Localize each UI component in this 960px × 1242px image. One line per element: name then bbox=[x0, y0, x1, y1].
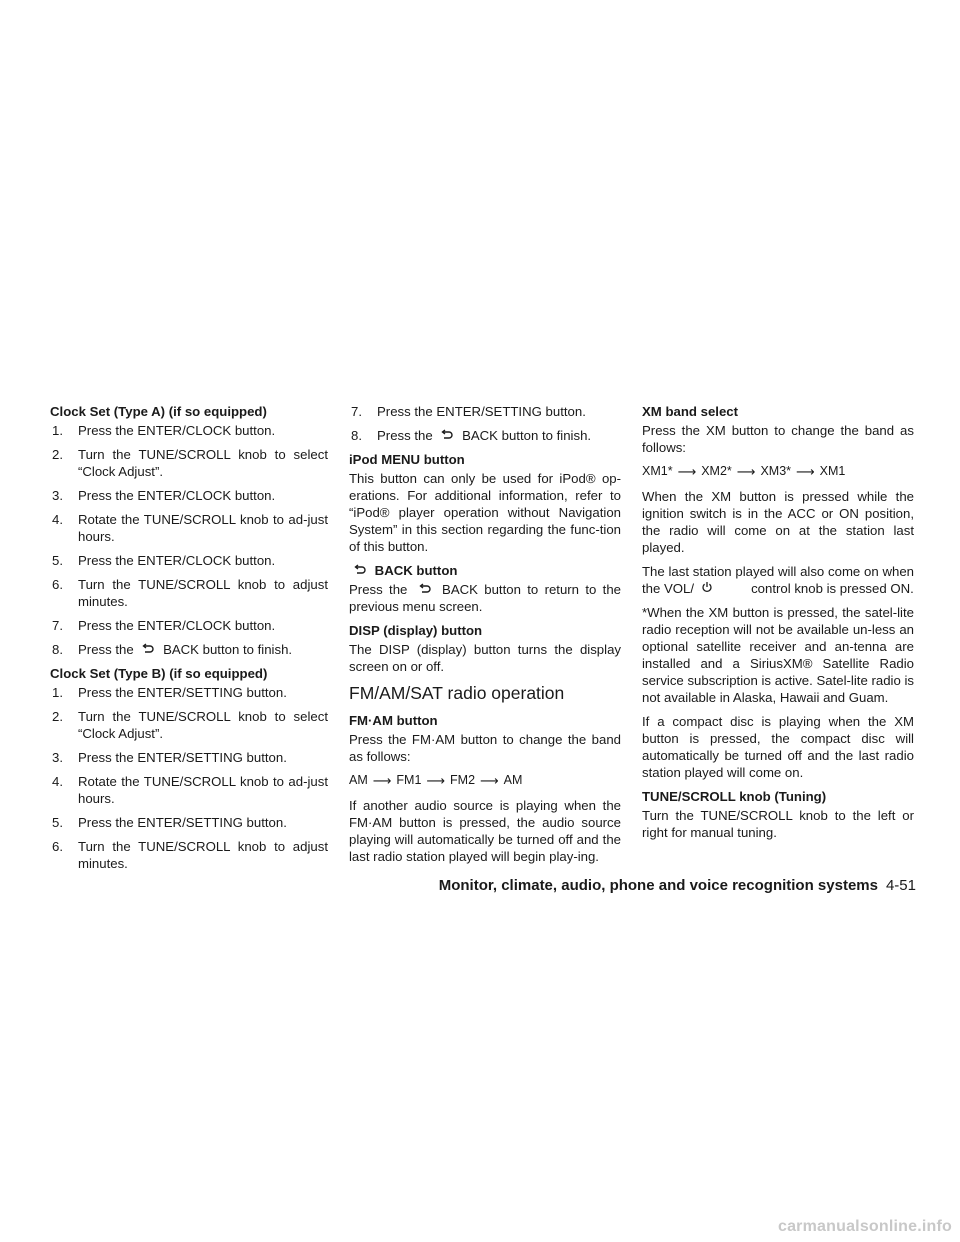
step-item bbox=[50, 617, 328, 634]
fmam-button-heading: FM·AM button bbox=[349, 713, 438, 728]
step-text: Press the ENTER/CLOCK button. bbox=[78, 553, 276, 568]
sequence-item: XM3* bbox=[760, 464, 792, 478]
step-text: Press the ENTER/SETTING button. bbox=[78, 750, 287, 765]
step-item bbox=[50, 446, 328, 480]
step-item bbox=[50, 552, 328, 569]
step-number: 2. bbox=[52, 447, 63, 462]
back-button-heading bbox=[349, 562, 621, 579]
sequence-item: FM1 bbox=[396, 773, 422, 787]
back-text-pre: Press the bbox=[349, 582, 408, 597]
step-number: 7. bbox=[351, 404, 362, 419]
back-button-heading-text: BACK button bbox=[374, 563, 458, 578]
step-item bbox=[50, 576, 328, 610]
step-number: 8. bbox=[351, 428, 362, 443]
step-item bbox=[50, 487, 328, 504]
right-arrow-icon: ⟶ bbox=[480, 773, 499, 788]
step-number: 4. bbox=[52, 512, 63, 527]
sequence-item: AM bbox=[349, 773, 368, 787]
step-number: 4. bbox=[52, 774, 63, 789]
step-text: Turn the TUNE/SCROLL knob to select “Clock Adjust”. bbox=[78, 447, 328, 479]
column-1 bbox=[50, 403, 328, 879]
step-item bbox=[50, 838, 328, 872]
step-item bbox=[50, 749, 328, 766]
fmam-button-text-2: If another audio source is playing when the FM·AM button is pressed, the audio source playing will automatically be turned off and the last radio station played will begin play-ing. bbox=[349, 798, 621, 864]
step-text: Turn the TUNE/SCROLL knob to adjust minutes. bbox=[78, 577, 328, 609]
step-number: 3. bbox=[52, 488, 63, 503]
fmam-button-text: Press the FM·AM button to change the band as follows: bbox=[349, 732, 621, 764]
footer-section-title: Monitor, climate, audio, phone and voice recognition systems bbox=[438, 877, 878, 894]
step-item bbox=[50, 708, 328, 742]
band-sequence bbox=[349, 772, 621, 789]
step-item bbox=[349, 427, 621, 444]
tune-scroll-heading: TUNE/SCROLL knob (Tuning) bbox=[642, 789, 827, 804]
step-number: 2. bbox=[52, 709, 63, 724]
step-number: 6. bbox=[52, 839, 63, 854]
step-text: Press the ENTER/CLOCK button. bbox=[78, 423, 276, 438]
step-number: 1. bbox=[52, 685, 63, 700]
step-number: 1. bbox=[52, 423, 63, 438]
clock-set-type-a-heading: Clock Set (Type A) (if so equipped) bbox=[50, 404, 267, 419]
sequence-item: XM2* bbox=[701, 464, 732, 478]
back-arrow-icon bbox=[141, 643, 155, 655]
step-item bbox=[50, 773, 328, 807]
column-3 bbox=[642, 403, 914, 848]
step-item bbox=[349, 403, 621, 420]
right-arrow-icon: ⟶ bbox=[736, 464, 756, 479]
back-arrow-icon bbox=[440, 429, 454, 441]
step-text-post: BACK button to finish. bbox=[163, 642, 293, 657]
right-arrow-icon: ⟶ bbox=[796, 464, 815, 479]
step-text: Press the ENTER/SETTING button. bbox=[78, 815, 287, 830]
sequence-item: AM bbox=[503, 773, 523, 787]
step-number: 5. bbox=[52, 815, 63, 830]
watermark: carmanualsonline.info bbox=[777, 1218, 952, 1235]
right-arrow-icon: ⟶ bbox=[426, 773, 446, 788]
step-text: Turn the TUNE/SCROLL knob to adjust minutes. bbox=[78, 839, 328, 871]
ipod-menu-text: This button can only be used for iPod® op-erations. For additional information, refer to “iPod® player operation without Navigation System” in this section regarding the func-tion of this button. bbox=[349, 471, 621, 554]
xm-band-text-4: If a compact disc is playing when the XM button is pressed, the compact disc will automatically be turned off and the last radio station played will come on. bbox=[642, 714, 914, 780]
sequence-item: XM1 bbox=[819, 464, 846, 478]
tune-scroll-text: Turn the TUNE/SCROLL knob to the left or right for manual tuning. bbox=[642, 808, 914, 840]
step-text bbox=[377, 427, 621, 444]
step-text: Rotate the TUNE/SCROLL knob to ad-just hours. bbox=[78, 774, 328, 806]
step-number: 6. bbox=[52, 577, 63, 592]
step-text-pre: Press the bbox=[78, 642, 134, 657]
sequence-item: XM1* bbox=[642, 464, 673, 478]
step-text: Press the ENTER/CLOCK button. bbox=[78, 618, 276, 633]
step-text: Press the ENTER/CLOCK button. bbox=[78, 488, 276, 503]
page-number: 4-51 bbox=[885, 877, 916, 894]
xm-band-heading: XM band select bbox=[642, 404, 739, 419]
step-number: 8. bbox=[52, 642, 63, 657]
xm-band-text: Press the XM button to change the band as follows: bbox=[642, 423, 914, 455]
step-item bbox=[50, 684, 328, 701]
back-button-text bbox=[349, 581, 621, 615]
back-arrow-icon bbox=[353, 564, 367, 576]
step-text: Press the ENTER/SETTING button. bbox=[78, 685, 287, 700]
step-text-post: BACK button to finish. bbox=[462, 428, 592, 443]
step-text: Turn the TUNE/SCROLL knob to select “Clock Adjust”. bbox=[78, 709, 328, 741]
column-2 bbox=[349, 403, 621, 872]
section-title: FM/AM/SAT radio operation bbox=[349, 683, 565, 703]
back-text-post: BACK button to return to the previous menu screen. bbox=[349, 582, 621, 614]
xm-text3-post: control knob is pressed ON. bbox=[751, 581, 914, 596]
back-arrow-icon bbox=[418, 583, 432, 595]
step-number: 5. bbox=[52, 553, 63, 568]
step-item bbox=[50, 641, 328, 658]
xm-band-text-2: When the XM button is pressed while the ignition switch is in the ACC or ON position, the radio will come on at the station last played. bbox=[642, 489, 914, 555]
step-item bbox=[50, 422, 328, 439]
xm-band-text-3 bbox=[642, 563, 914, 597]
xm-text3-pre: The last station played will also come on when the VOL/ bbox=[642, 564, 914, 596]
right-arrow-icon: ⟶ bbox=[677, 464, 697, 479]
step-text: Press the ENTER/SETTING button. bbox=[377, 404, 586, 419]
clock-set-type-b-steps bbox=[50, 684, 328, 872]
clock-set-type-a-steps bbox=[50, 422, 328, 634]
right-arrow-icon: ⟶ bbox=[372, 773, 392, 788]
xm-note: *When the XM button is pressed, the satel-lite radio reception will not be available un-less an optional satellite receiver and an-tenna are installed and a SiriusXM® Satellite Radio service subscription is active. Satel-lite radio is not available in Alaska, Hawaii and Guam. bbox=[642, 605, 914, 705]
clock-set-type-b-heading: Clock Set (Type B) (if so equipped) bbox=[50, 666, 268, 681]
step-text: Rotate the TUNE/SCROLL knob to ad-just hours. bbox=[78, 512, 328, 544]
disp-button-heading: DISP (display) button bbox=[349, 623, 483, 638]
ipod-menu-heading: iPod MENU button bbox=[349, 452, 465, 467]
step-item bbox=[50, 511, 328, 545]
step-number: 7. bbox=[52, 618, 63, 633]
xm-sequence bbox=[642, 463, 914, 480]
page-footer bbox=[424, 876, 916, 896]
step-item bbox=[50, 814, 328, 831]
step-number: 3. bbox=[52, 750, 63, 765]
step-text-pre: Press the bbox=[377, 428, 433, 443]
disp-button-text: The DISP (display) button turns the display screen on or off. bbox=[349, 642, 621, 674]
step-text bbox=[78, 641, 328, 658]
power-icon bbox=[701, 581, 713, 593]
sequence-item: FM2 bbox=[450, 773, 476, 787]
